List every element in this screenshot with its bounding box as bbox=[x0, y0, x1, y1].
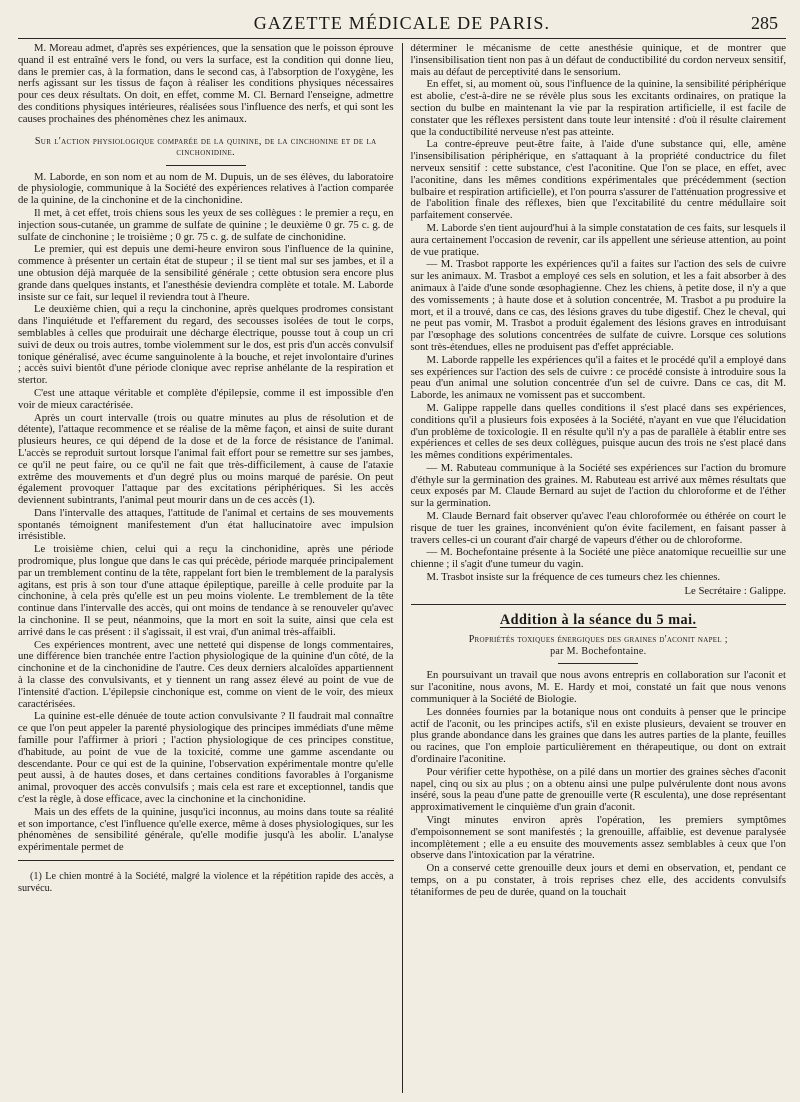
title-rule bbox=[558, 663, 638, 664]
paragraph: Ces expériences montrent, avec une netteté qui dispense de longs commentaires, une différence bien tranchée entre l'action physiologique de la quinine d'un côté, de la cinchonine et de la cinchonidine de l'autre. Ces deux derniers alcaloïdes appartiennent à la classe des convulsivants, et y tiennent un rang assez élevé au point de vue de l'intensité d'action. L'épilepsie cinchonique est, comme on vient de le voir, des mieux caractérisées. bbox=[18, 638, 394, 710]
paragraph: Les données fournies par la botanique nous ont conduits à penser que le principe actif de l'aconit, ou les principes actifs, s'il en existe plusieurs, devaient se trouver en plus grande abondance dans les graines que dans les autres parties de la plante, feuilles ou racines, que l'on emploie particulièrement en thérapeutique, ou dont on extrait d'ordinaire l'aconitine. bbox=[410, 705, 786, 766]
journal-title: GAZETTE MÉDICALE DE PARIS. bbox=[253, 13, 551, 33]
addition-heading: Addition à la séance du 5 mai. bbox=[499, 611, 697, 628]
title-rule bbox=[166, 165, 246, 166]
paragraph: M. Laborde s'en tient aujourd'hui à la simple constatation de ces faits, sur lesquels il aura certainement l'occasion de revenir, car ils appellent une sérieuse attention, au point de vue pratique. bbox=[410, 221, 786, 258]
paragraph: Il met, à cet effet, trois chiens sous les yeux de ses collègues : le premier a reçu, en injection sous-cutanée, un gramme de sulfate de quinine ; le deuxième 0 gr. 75 c. g. de sulfate de cinchonine ; le troisième ; 0 gr. 75 c. g. de sulfate de cinchonidine. bbox=[18, 206, 394, 243]
paragraph: C'est une attaque véritable et complète d'épilepsie, comme il est impossible d'en voir de mieux caractérisée. bbox=[18, 386, 394, 411]
section-heading bbox=[18, 136, 394, 159]
paragraph: En effet, si, au moment où, sous l'influence de la quinine, la sensibilité périphérique est abolie, c'est-à-dire ne se révèle plus sous les excitants ordinaires, on pratique la section du bulbe en maintenant la vie par la respiration artificielle, il est facile de constater que les réflexes persistent dans toute leur intensité : d'où il résulte clairement que la conductibilité nerveuse n'est pas atteinte. bbox=[410, 78, 786, 138]
paragraph: M. Trasbot insiste sur la fréquence de ces tumeurs chez les chiennes. bbox=[426, 571, 721, 584]
paragraph: La quinine est-elle dénuée de toute action convulsivante ? Il faudrait mal connaître ce que l'on peut appeler la parenté physiologique des principes immédiats d'une même famille pour l'affirmer à priori ; l'action physiologique de ces principes constitue, d'habitude, au point de vue de la toxicité, comme une gamme ascendante ou descendante. Pour ce qui est de la quinine, l'observation expérimentale montre qu'elle peut aussi, à de hautes doses, et dans certaines conditions favorables à l'organisme animal, provoquer des accès convulsifs ; mais cela est rare et exceptionnel, tandis que c'est la règle, à dose efficace, avec la cinchonine et la cinchonidine. bbox=[18, 710, 394, 806]
paragraph: M. Galippe rappelle dans quelles conditions il s'est placé dans ses expériences, conditions qu'il a plusieurs fois exposées à la Société, n'ayant en vue que l'élucidation d'un problème de toxicologie. Il en résulte qu'il n'y a pas de parallèle à établir entre ses expériences et celles de ses deux collègues, puisque aucun des trois ne s'est placé dans les mêmes conditions expérimentales. bbox=[410, 401, 786, 462]
paragraph: M. Laborde rappelle les expériences qu'il a faites et le procédé qu'il a employé dans ses expériences sur l'action des sels de cuivre : ce procédé consiste à introduire sous la peau d'un animal une solution concentrée d'un sel de cuivre. Dans ce cas, dit M. Laborde, les animaux ne vomissent pas et succombent. bbox=[410, 353, 786, 402]
paragraph: Après un court intervalle (trois ou quatre minutes au plus de résolution et de détente), l'attaque recommence et se réalise de la même façon, et ainsi de suite durant plusieurs heures, ce qui dépend de la dose et de la force de résistance de l'animal. L'accès se reproduit surtout lorsque l'animal fait effort pour se remettre sur ses jambes, ce qu'il ne peut faire, ou ce qu'il ne fait que très-difficilement, à cause de l'ataxie extrême des mouvements et d'un degré plus ou moins marqué de parésie. On peut également provoquer l'attaque par des excitations périphériques. Si les accès deviennent subintrants, l'animal peut mourir dans un de ces accès (1). bbox=[18, 411, 394, 507]
article-subtitle: Propriétés toxiques énergiques des graines d'aconit napel ; bbox=[468, 634, 728, 646]
paragraph: On a conservé cette grenouille deux jours et demi en observation, et, pendant ce temps, on a pu constater, à trois reprises chez elle, des accidents convulsifs tétaniformes de peu de durée, quand on la touchait bbox=[410, 862, 786, 898]
secretary-signature: Le Secrétaire : Galippe. bbox=[684, 584, 786, 597]
paragraph: — M. Trasbot rapporte les expériences qu'il a faites sur l'action des sels de cuivre sur les animaux. M. Trasbot a employé ces sels en solution, et les a fait absorber à des animaux à l'aide d'une sonde œsophagienne. Chez les chiens, à petite dose, il n'y a que des vomissements ; à haute dose et à solution concentrée, M. Trasbot a pu produire la mort, et il a trouvé, dans ce cas, des lésions graves du tube digestif. Chez le cheval, qui ne peut pas vomir, M. Trasbot a produit également des lésions graves en introduisant par l'œsophage des solutions concentrées de sulfate de cuivre. Lorsque ces solutions sont très-étendues, elles ne produisent pas d'effet appréciable. bbox=[410, 258, 786, 353]
article-author: par M. Bochefontaine. bbox=[550, 645, 647, 657]
section-rule bbox=[411, 604, 787, 605]
paragraph: déterminer le mécanisme de cette anesthésie quinique, et de montrer que l'insensibilisation tient non pas à un défaut de conductibilité du cordon nerveux sensitif, mais au défaut de perceptivité dans le sensorium. bbox=[410, 43, 786, 78]
left-column bbox=[18, 43, 402, 1093]
text-columns bbox=[18, 43, 786, 1093]
paragraph: La contre-épreuve peut-être faite, à l'aide d'une substance qui, elle, amène l'insensibilisation périphérique, en s'attaquant à la propriété conductrice du filet nerveux sensitif : cette substance, c'est l'aconitine. Que l'on se place, en effet, avec l'aconitine, dans les mêmes conditions expérimentales que précédemment (section bulbaire et respiration artificielle), et l'on pourra s'assurer de l'atténuation progressive et de l'abolition finale des réflexes, bien que l'excitabilité du centre médullaire soit parfaitement conservée. bbox=[410, 138, 786, 222]
paragraph: Le deuxième chien, qui a reçu la cinchonine, après quelques prodromes consistant dans l'inquiétude et l'effarement du regard, des secousses isolées de tout le corps, semblables à celles que produirait une décharge électrique, pousse tout à coup un cri suivi de deux ou trois autres, tombe violemment sur le dos, est pris d'un accès convulsif tonique généralisé, avec écume sanguinolente à la bouche, et rejet involontaire d'urines ; accès suivi bientôt d'une période clonique avec reprise anhélante de la respiration et stertor. bbox=[18, 303, 394, 387]
paragraph: M. Moreau admet, d'après ses expériences, que la sensation que le poisson éprouve quand il est entraîné vers le fond, ou vers la surface, est la condition qui donne lieu, dans le premier cas, à la formation, dans le second cas, à l'absorption de l'oxygène, les nerfs agissant sur les tissus de façon à réaliser les conditions physiques nécessaires pour ces deux résultats. On doit, en effet, comme M. Cl. Bernard l'enseigne, admettre des conditions physiques intérieures, réalisées sous l'influence des nerfs, et qui sont les causes prochaines des phénomènes chez les animaux. bbox=[18, 43, 394, 125]
paragraph: — M. Rabuteau communique à la Société ses expériences sur l'action du bromure d'éthyle sur la germination des graines. M. Rabuteau est arrivé aux mêmes résultats que ceux exposés par M. Claude Bernard au sujet de l'action du chloroforme et de l'éther sur la germination. bbox=[410, 461, 786, 510]
paragraph: Pour vérifier cette hypothèse, on a pilé dans un mortier des graines sèches d'aconit napel, cinq ou six au plus ; on a obtenu ainsi une pulpe pulvérulente dont nous avons inséré, sous la peau d'une patte de grenouille verte (R esculenta), une dose représentant approximativement le cinquième d'un grain d'aconit. bbox=[410, 765, 786, 814]
paragraph: Vingt minutes environ après l'opération, les premiers symptômes d'empoisonnement se sont manifestés ; la grenouille, affaiblie, est devenue paralysée incomplètement ; elle a eu ensuite des mouvements assez semblables à ceux que l'on observe dans l'intoxication par la vératrine. bbox=[410, 814, 786, 862]
section-heading-line: Sur l'action physiologique comparée de la quinine, de la cinchonine et de la cinchonidine. bbox=[34, 135, 377, 159]
paragraph: — M. Bochefontaine présente à la Société une pièce anatomique recueillie sur une chienne ; il s'agit d'une tumeur du vagin. bbox=[410, 546, 786, 571]
page-number: 285 bbox=[751, 13, 778, 33]
paragraph: En poursuivant un travail que nous avons entrepris en collaboration sur l'aconit et sur l'aconitine, nous avons, M. E. Hardy et moi, constaté un fait que nous venons communiquer à la Société de Biologie. bbox=[410, 669, 786, 706]
paragraph: Mais un des effets de la quinine, jusqu'ici inconnus, au moins dans toute sa réalité et son importance, c'est l'influence qu'elle exerce, même à doses physiologiques, sur les phénomènes de sensibilité générale, qu'elle modifie jusqu'à les abolir. L'analyse expérimentale permet de bbox=[18, 805, 394, 854]
paragraph: Le premier, qui est depuis une demi-heure environ sous l'influence de la quinine, commence à présenter un certain état de stupeur ; il se tient mal sur ses jambes, et il a une obtusion déjà marquée de la sensibilité générale ; cette obtusion sera encore plus grande dans quelques instants, et l'anesthésie deviendra complète et totale. M. Laborde insiste sur ce fait, sur lequel il reviendra tout à l'heure. bbox=[18, 243, 394, 303]
right-column bbox=[403, 43, 787, 1093]
footnote-rule bbox=[18, 860, 394, 861]
footnote: (1) Le chien montré à la Société, malgré la violence et la répétition rapide des accès, a survécu. bbox=[18, 871, 394, 894]
running-header bbox=[18, 8, 786, 39]
paragraph: Dans l'intervalle des attaques, l'attitude de l'animal et certains de ses mouvements spontanés témoignent manifestement d'un état hallucinatoire avec impulsion irrésistible. bbox=[18, 506, 394, 543]
paragraph: Le troisième chien, celui qui a reçu la cinchonidine, après une période prodromique, plus longue que dans le cas qui précède, période marquée principalement par un tremblement continu de la tête, rappelant fort bien le tremblement de la paralysis agitans, est pris à son tour d'une attaque épileptique, pareille à celle produite par la cinchonine, à cela près qu'elle est un peu moins violente. Le tremblement de la tête continue dans l'intervalle des accès, qui ont moins de tendance à se renouveler qu'avec la cinchonine. Il se peut, néanmoins, que la mort en soit la suite, ainsi que cela est arrivé dans le cas présent : il s'agissait, il est vrai, d'un animal très-affaibli. bbox=[18, 543, 394, 638]
paragraph: M. Claude Bernard fait observer qu'avec l'eau chloroformée ou éthérée on court le risque de tuer les graines, inconvénient qu'on évite facilement, en faisant passer à travers celles-ci un courant d'air chargé de vapeurs d'éther ou de chloroforme. bbox=[410, 510, 786, 546]
paragraph: M. Laborde, en son nom et au nom de M. Dupuis, un de ses élèves, du laboratoire de physiologie, communique à la Société des expériences relatives à l'action comparée de la quinine, de la cinchonine et de la cinchonidine. bbox=[18, 170, 394, 207]
